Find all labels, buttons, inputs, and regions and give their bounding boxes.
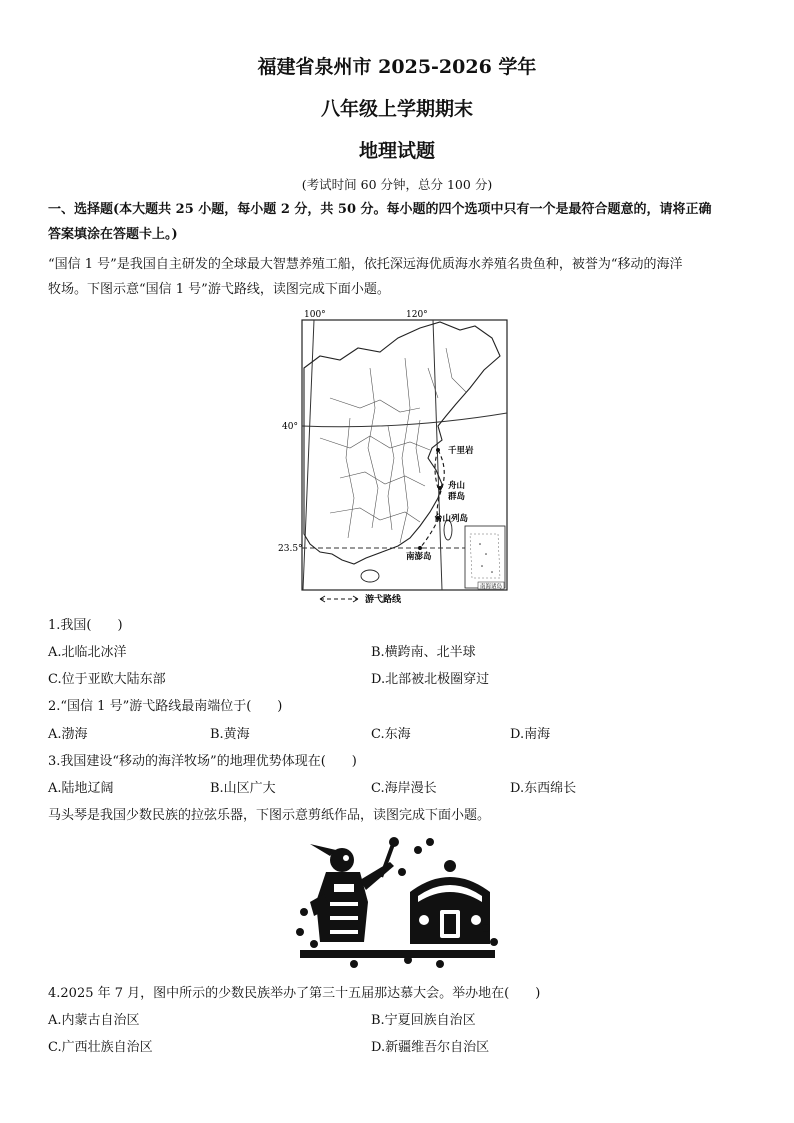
q4-option-b[interactable]: B.宁夏回族自治区 [371,1013,476,1028]
q3-option-d[interactable]: D.东西绵长 [510,781,577,796]
passage2-line-1: 马头琴是我国少数民族的拉弦乐器，下图示意剪纸作品，读图完成下面小题。 [48,808,491,823]
title-line-3: 地理试题 [358,140,435,162]
zhoushan-label-2: 群岛 [448,492,466,502]
question-2-stem: 2.“国信 1 号”游弋路线最南端位于( ) [48,699,283,714]
q3-option-b[interactable]: B.山区广大 [210,781,276,796]
taishan-label: 台山列岛 [434,514,469,524]
lon-120-label: 120° [406,310,428,320]
q4-option-c[interactable]: C.广西壮族自治区 [48,1040,153,1055]
question-1-stem: 1.我国( ) [48,618,123,633]
qianliyan-marker [436,448,440,452]
nanpeng-marker [418,546,422,550]
passage1-line-2: 牧场。下图示意“国信 1 号”游弋路线，读图完成下面小题。 [48,282,390,297]
q4-option-d[interactable]: D.新疆维吾尔自治区 [371,1040,490,1055]
zhoushan-marker [438,486,442,490]
title-line-1: 福建省泉州市 2025-2026 学年 [257,56,537,78]
passage1-line-1: “国信 1 号”是我国自主研发的全球最大智慧养殖工船，依托深远海优质海水养殖名贵鱼种，被誉为“移动的海洋 [48,257,683,272]
q1-option-c[interactable]: C.位于亚欧大陆东部 [48,672,166,687]
question-4-stem: 4.2025 年 7 月，图中所示的少数民族举办了第三十五届那达慕大会。举办地在( ) [48,986,541,1001]
q2-option-a[interactable]: A.渤海 [48,727,88,742]
q2-option-b[interactable]: B.黄海 [210,727,250,742]
qianliyan-label: 千里岩 [448,446,474,456]
q1-option-a[interactable]: A.北临北冰洋 [48,645,127,660]
section-instructions-line-2: 答案填涂在答题卡上。) [48,227,178,242]
lat-40-label: 40° [282,422,298,432]
q2-option-c[interactable]: C.东海 [371,727,411,742]
exam-info: (考试时间 60 分钟，总分 100 分) [301,177,493,192]
q4-option-a[interactable]: A.内蒙古自治区 [48,1013,140,1028]
title-line-2: 八年级上学期期末 [320,98,473,120]
lat-235-label: 23.5° [278,544,303,554]
zhoushan-label-1: 舟山 [448,481,466,491]
q3-option-a[interactable]: A.陆地辽阔 [48,781,114,796]
q1-option-b[interactable]: B.横跨南、北半球 [371,645,476,660]
inset-label: 南海诸岛 [479,584,503,590]
q1-option-d[interactable]: D.北部被北极圈穿过 [371,672,490,687]
lon-100-label: 100° [304,310,326,320]
legend-label: 游弋路线 [365,595,402,605]
papercut-silhouette [296,837,498,968]
route-map [270,308,520,608]
papercut-figure [290,832,505,972]
nanpeng-label: 南澎岛 [406,552,432,562]
question-3-stem: 3.我国建设“移动的海洋牧场”的地理优势体现在( ) [48,754,357,769]
section-instructions-line-1: 一、选择题(本大题共 25 小题，每小题 2 分，共 50 分。每小题的四个选项中只有一个是最符合题意的，请将正确 [48,202,712,217]
q2-option-d[interactable]: D.南海 [510,727,551,742]
q3-option-c[interactable]: C.海岸漫长 [371,781,437,796]
